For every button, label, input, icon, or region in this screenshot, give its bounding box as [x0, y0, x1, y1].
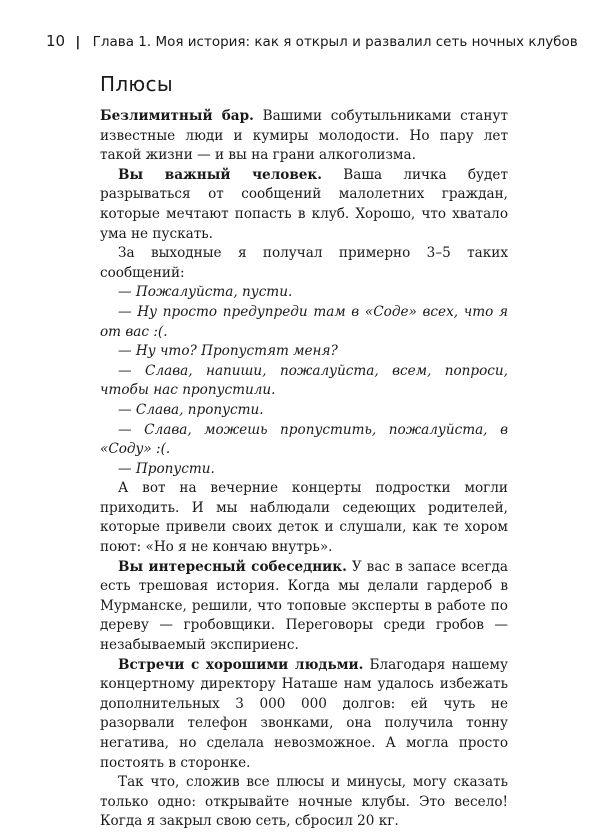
paragraph-lead: Безлимитный бар.	[100, 108, 254, 124]
paragraph-concerts: А вот на вечерние концерты подростки могли приходить. И мы наблюдали седеющих родителей, которые привели своих деток и слушали, как те хором поют: «Но я не кончаю внутрь».	[100, 480, 508, 556]
paragraph-lead: Вы важный человек.	[118, 166, 322, 183]
dialog-line: — Ну что? Пропустят меня?	[118, 343, 338, 360]
dialog-line: — Слава, напиши, пожалуйста, всем, попроси, чтобы нас пропустили.	[100, 362, 508, 399]
page-number: 10	[46, 32, 66, 50]
paragraph-messages-intro: За выходные я получал примерно 3–5 таких сообщений:	[100, 245, 508, 281]
header-separator: |	[75, 34, 81, 50]
paragraph-text: Вашими собутыльниками станут известные люди и кумиры молодости. Но пару лет такой жизни — и вы на грани алкоголизма.	[100, 108, 508, 164]
chapter-title: Глава 1. Моя история: как я открыл и развалил сеть ночных клубов	[92, 34, 578, 50]
body-text	[100, 107, 508, 832]
dialog-line: — Слава, можешь пропустить, пожалуйста, в «Соду» :(.	[100, 421, 508, 458]
dialog-line: — Пропусти.	[118, 460, 215, 477]
paragraph-interesting-companion	[100, 558, 508, 656]
section-heading: Плюсы	[100, 72, 173, 96]
paragraph-text: У вас в запасе всегда есть трешовая история. Когда мы делали гардероб в Мурманске, решили, что топовые эксперты в работе по дереву — гробовщики. Переговоры среди гробов — незабываемый экспириенс.	[100, 558, 509, 654]
paragraph-text: Благодаря нашему концертному директору Наташе нам удалось избежать дополнительных 3 000 000 долгов: ей чуть не разорвали телефон звонками, она получила тонну негатива, но сделала невозможное. А могла просто постоять в сторонке.	[100, 656, 508, 771]
paragraph-important-person	[100, 166, 508, 244]
dialog-line: — Ну просто предупреди там в «Соде» всех, что я от вас :(.	[100, 303, 508, 340]
dialog-line: — Пожалуйста, пусти.	[118, 284, 293, 301]
paragraph-conclusion: Так что, сложив все плюсы и минусы, могу сказать только одно: открывайте ночные клубы. Это весело! Когда я закрыл свою сеть, сбросил 20 кг.	[100, 774, 508, 830]
running-header	[46, 32, 580, 50]
paragraph-good-people	[100, 656, 508, 774]
dialog-line: — Слава, пропусти.	[118, 401, 264, 418]
paragraph-unlimited-bar	[100, 107, 508, 166]
paragraph-lead: Вы интересный собеседник.	[118, 558, 347, 575]
paragraph-text: Ваша личка будет разрываться от сообщений малолетних граждан, которые мечтают попасть в клуб. Хорошо, что хватало ума не пускать.	[100, 166, 508, 242]
paragraph-lead: Встречи с хорошими людьми.	[118, 656, 364, 673]
